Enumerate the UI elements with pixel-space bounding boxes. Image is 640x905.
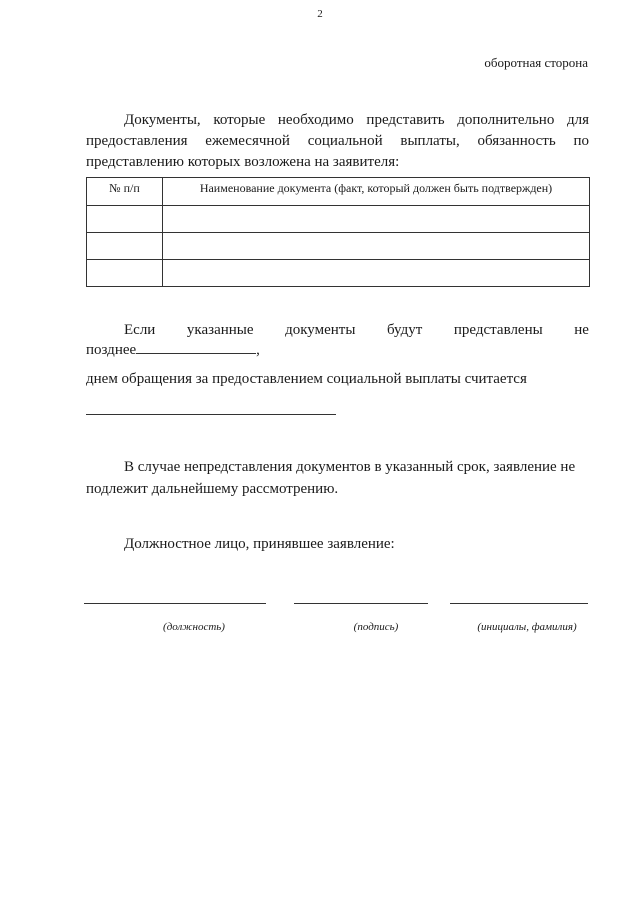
deadline-word: не	[574, 322, 589, 338]
position-caption: (должность)	[163, 621, 225, 633]
signature-caption: (подпись)	[353, 621, 399, 633]
deadline-paragraph	[86, 320, 589, 360]
refusal-paragraph	[86, 456, 589, 500]
deadline-line-2	[86, 340, 589, 360]
deadline-word: будут	[387, 322, 423, 338]
official-label: Должностное лицо, принявшее заявление:	[124, 536, 395, 552]
deadline-date-blank[interactable]	[136, 340, 256, 354]
header-document-name: Наименование документа (факт, который должен быть подтвержден)	[163, 178, 590, 206]
signature-blank[interactable]	[294, 603, 428, 604]
header-number: № п/п	[87, 178, 163, 206]
table-cell-number[interactable]	[87, 233, 163, 260]
deadline-word: документы	[285, 322, 356, 338]
deadline-prefix: позднее	[86, 342, 137, 358]
table-cell-number[interactable]	[87, 206, 163, 233]
position-blank[interactable]	[84, 603, 266, 604]
table-row	[87, 206, 590, 233]
table-cell-document[interactable]	[163, 260, 590, 287]
appeal-date-blank[interactable]	[86, 414, 336, 415]
intro-text: Документы, которые необходимо представить дополнительно для предоставления ежемесячной социальной выплаты, обязанность по представлению которых возложена на заявителя:	[86, 112, 589, 170]
name-blank[interactable]	[450, 603, 588, 604]
deadline-word: Если	[124, 322, 156, 338]
table-header-row	[87, 178, 590, 206]
table-row	[87, 233, 590, 260]
deadline-word: представлены	[453, 322, 543, 338]
deadline-word: указанные	[186, 322, 254, 338]
refusal-text: В случае непредставления документов в указанный срок, заявление не подлежит дальнейшему рассмотрению.	[86, 459, 576, 497]
intro-paragraph	[86, 110, 589, 173]
table-row	[87, 260, 590, 287]
page-side-label: оборотная сторона	[484, 55, 588, 70]
page-number: 2	[317, 8, 323, 20]
table-cell-document[interactable]	[163, 206, 590, 233]
name-caption: (инициалы, фамилия)	[477, 621, 577, 633]
table-cell-document[interactable]	[163, 233, 590, 260]
appeal-date-text: днем обращения за предоставлением социальной выплаты считается	[86, 371, 527, 387]
deadline-line-1	[86, 320, 589, 340]
table-cell-number[interactable]	[87, 260, 163, 287]
documents-table	[86, 177, 590, 287]
deadline-suffix: ,	[256, 342, 260, 358]
